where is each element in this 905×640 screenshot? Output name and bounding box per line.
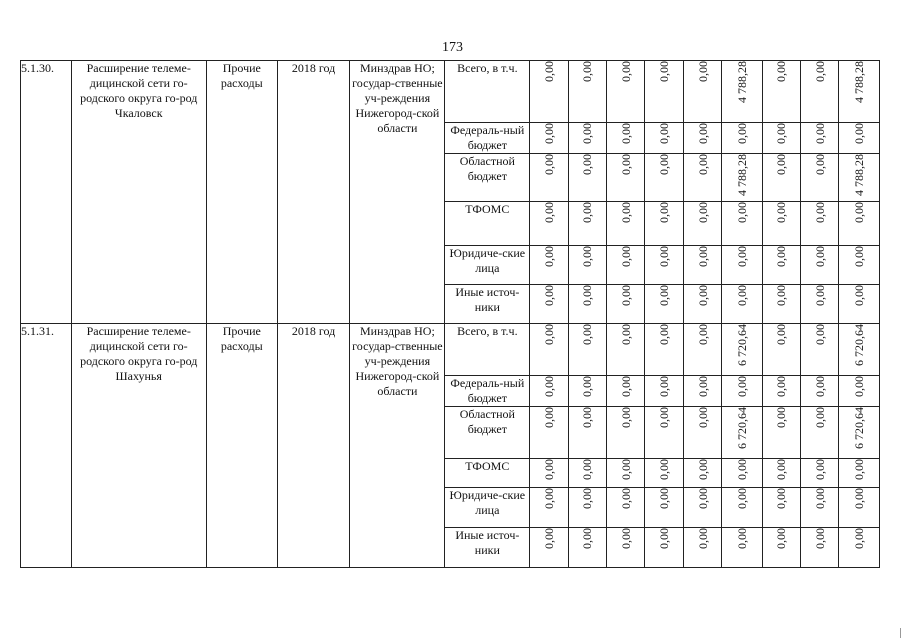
amount-value: 0,00	[852, 459, 867, 480]
amount-cell	[762, 123, 800, 154]
amount-value: 0,00	[734, 488, 749, 509]
table-row	[21, 324, 880, 376]
amount-cell	[530, 154, 568, 202]
amount-cell	[607, 528, 645, 568]
amount-cell	[607, 488, 645, 528]
funding-source: Областной бюджет	[445, 407, 530, 459]
amount-value: 0,00	[774, 246, 789, 267]
amount-value: 0,00	[657, 324, 672, 345]
amount-cell	[530, 459, 568, 488]
funding-source: Федераль-ный бюджет	[445, 376, 530, 407]
amount-cell	[762, 459, 800, 488]
amount-cell	[568, 154, 606, 202]
amount-cell	[607, 459, 645, 488]
amount-value: 0,00	[774, 324, 789, 345]
scan-edge-mark	[900, 628, 901, 638]
amount-value: 0,00	[774, 285, 789, 306]
amount-cell	[839, 285, 880, 324]
amount-value: 0,00	[695, 202, 710, 223]
amount-cell	[722, 202, 762, 246]
amount-value: 0,00	[618, 202, 633, 223]
amount-value: 4 788,28	[734, 154, 749, 196]
amount-cell	[607, 246, 645, 285]
amount-cell	[568, 61, 606, 123]
amount-cell	[801, 246, 839, 285]
amount-value: 0,00	[618, 528, 633, 549]
amount-value: 0,00	[852, 246, 867, 267]
amount-value: 0,00	[541, 528, 556, 549]
funding-source: Иные источ-ники	[445, 528, 530, 568]
amount-cell	[568, 407, 606, 459]
amount-value: 0,00	[657, 123, 672, 144]
budget-table	[20, 60, 880, 568]
amount-value: 0,00	[812, 528, 827, 549]
executor: Минздрав НО; государ-ственные уч-реждения Нижегород-ской области	[350, 61, 445, 324]
amount-value: 0,00	[695, 324, 710, 345]
expense-type: Прочие расходы	[206, 61, 277, 324]
amount-cell	[801, 459, 839, 488]
amount-value: 0,00	[657, 154, 672, 175]
amount-value: 0,00	[541, 61, 556, 82]
amount-value: 0,00	[774, 376, 789, 397]
amount-value: 6 720,64	[852, 407, 867, 449]
amount-cell	[762, 324, 800, 376]
amount-cell	[839, 123, 880, 154]
amount-value: 0,00	[852, 123, 867, 144]
amount-cell	[645, 202, 683, 246]
amount-cell	[568, 376, 606, 407]
amount-value: 0,00	[541, 407, 556, 428]
amount-cell	[607, 202, 645, 246]
expense-type: Прочие расходы	[206, 324, 277, 568]
amount-value: 0,00	[852, 285, 867, 306]
item-number: 5.1.30.	[21, 61, 72, 324]
amount-cell	[530, 123, 568, 154]
amount-cell	[839, 376, 880, 407]
amount-cell	[722, 123, 762, 154]
amount-value: 0,00	[657, 459, 672, 480]
amount-cell	[568, 202, 606, 246]
amount-cell	[839, 202, 880, 246]
amount-value: 6 720,64	[734, 324, 749, 366]
amount-value: 0,00	[657, 246, 672, 267]
amount-value: 0,00	[657, 376, 672, 397]
amount-value: 0,00	[774, 528, 789, 549]
amount-value: 0,00	[812, 376, 827, 397]
amount-value: 0,00	[812, 154, 827, 175]
amount-cell	[839, 61, 880, 123]
amount-cell	[530, 61, 568, 123]
amount-value: 0,00	[580, 407, 595, 428]
amount-value: 0,00	[695, 528, 710, 549]
amount-value: 0,00	[541, 285, 556, 306]
amount-cell	[645, 246, 683, 285]
amount-value: 0,00	[774, 488, 789, 509]
amount-cell	[801, 407, 839, 459]
amount-cell	[839, 324, 880, 376]
amount-value: 0,00	[580, 459, 595, 480]
amount-value: 0,00	[618, 407, 633, 428]
funding-source: Всего, в т.ч.	[445, 61, 530, 123]
amount-value: 0,00	[734, 528, 749, 549]
amount-value: 0,00	[618, 459, 633, 480]
amount-value: 0,00	[580, 202, 595, 223]
amount-value: 0,00	[541, 246, 556, 267]
amount-cell	[607, 154, 645, 202]
amount-cell	[801, 285, 839, 324]
item-number: 5.1.31.	[21, 324, 72, 568]
amount-value: 0,00	[812, 61, 827, 82]
amount-cell	[683, 285, 721, 324]
amount-cell	[722, 285, 762, 324]
amount-value: 0,00	[618, 246, 633, 267]
amount-cell	[568, 285, 606, 324]
amount-cell	[607, 376, 645, 407]
amount-value: 0,00	[695, 246, 710, 267]
amount-cell	[645, 285, 683, 324]
amount-cell	[683, 488, 721, 528]
amount-cell	[762, 528, 800, 568]
amount-value: 0,00	[774, 407, 789, 428]
amount-cell	[839, 246, 880, 285]
amount-value: 0,00	[695, 285, 710, 306]
amount-cell	[607, 285, 645, 324]
amount-cell	[607, 407, 645, 459]
amount-cell	[530, 376, 568, 407]
amount-value: 0,00	[774, 202, 789, 223]
amount-value: 0,00	[852, 488, 867, 509]
funding-source: Областной бюджет	[445, 154, 530, 202]
amount-value: 0,00	[695, 154, 710, 175]
amount-value: 0,00	[580, 246, 595, 267]
amount-value: 0,00	[541, 459, 556, 480]
amount-cell	[683, 202, 721, 246]
amount-value: 0,00	[734, 246, 749, 267]
amount-value: 0,00	[657, 202, 672, 223]
amount-cell	[839, 154, 880, 202]
amount-cell	[722, 459, 762, 488]
amount-cell	[645, 488, 683, 528]
amount-cell	[683, 459, 721, 488]
amount-cell	[839, 459, 880, 488]
amount-value: 0,00	[580, 528, 595, 549]
executor: Минздрав НО; государ-ственные уч-реждения Нижегород-ской области	[350, 324, 445, 568]
amount-cell	[568, 246, 606, 285]
amount-cell	[645, 528, 683, 568]
amount-cell	[801, 202, 839, 246]
amount-value: 0,00	[812, 285, 827, 306]
amount-cell	[839, 407, 880, 459]
amount-cell	[801, 123, 839, 154]
funding-source: Всего, в т.ч.	[445, 324, 530, 376]
amount-cell	[762, 246, 800, 285]
amount-cell	[530, 285, 568, 324]
amount-value: 0,00	[812, 324, 827, 345]
amount-cell	[722, 488, 762, 528]
amount-value: 0,00	[580, 123, 595, 144]
page-number: 173	[442, 40, 463, 55]
amount-value: 0,00	[657, 285, 672, 306]
amount-cell	[645, 324, 683, 376]
amount-value: 0,00	[734, 376, 749, 397]
amount-cell	[530, 246, 568, 285]
amount-value: 0,00	[852, 376, 867, 397]
year: 2018 год	[277, 61, 350, 324]
amount-value: 0,00	[812, 123, 827, 144]
amount-value: 0,00	[734, 202, 749, 223]
amount-value: 6 720,64	[734, 407, 749, 449]
amount-value: 4 788,28	[852, 61, 867, 103]
amount-value: 0,00	[657, 407, 672, 428]
amount-value: 0,00	[541, 202, 556, 223]
amount-cell	[645, 123, 683, 154]
amount-cell	[683, 528, 721, 568]
amount-value: 0,00	[618, 123, 633, 144]
amount-value: 0,00	[541, 123, 556, 144]
table-row	[21, 61, 880, 123]
funding-source: Юридиче-ские лица	[445, 246, 530, 285]
amount-value: 0,00	[541, 376, 556, 397]
amount-cell	[762, 407, 800, 459]
amount-value: 0,00	[734, 285, 749, 306]
amount-value: 0,00	[774, 61, 789, 82]
amount-cell	[530, 324, 568, 376]
amount-cell	[683, 246, 721, 285]
amount-cell	[530, 407, 568, 459]
amount-value: 4 788,28	[734, 61, 749, 103]
year: 2018 год	[277, 324, 350, 568]
amount-value: 0,00	[541, 154, 556, 175]
amount-value: 0,00	[774, 123, 789, 144]
amount-cell	[722, 528, 762, 568]
amount-value: 0,00	[618, 61, 633, 82]
amount-value: 0,00	[852, 202, 867, 223]
amount-value: 0,00	[695, 488, 710, 509]
amount-cell	[801, 376, 839, 407]
amount-cell	[607, 61, 645, 123]
amount-cell	[722, 407, 762, 459]
amount-cell	[801, 154, 839, 202]
amount-value: 0,00	[812, 488, 827, 509]
amount-cell	[801, 488, 839, 528]
amount-value: 0,00	[618, 285, 633, 306]
amount-cell	[645, 154, 683, 202]
amount-value: 0,00	[695, 459, 710, 480]
amount-cell	[762, 202, 800, 246]
amount-cell	[607, 324, 645, 376]
amount-value: 0,00	[812, 202, 827, 223]
amount-value: 0,00	[580, 376, 595, 397]
amount-value: 0,00	[580, 285, 595, 306]
amount-cell	[683, 376, 721, 407]
amount-value: 0,00	[695, 376, 710, 397]
amount-value: 0,00	[774, 459, 789, 480]
amount-cell	[683, 324, 721, 376]
amount-value: 0,00	[580, 61, 595, 82]
funding-source: Юридиче-ские лица	[445, 488, 530, 528]
amount-cell	[839, 528, 880, 568]
amount-value: 0,00	[541, 324, 556, 345]
amount-value: 0,00	[852, 528, 867, 549]
amount-value: 0,00	[812, 407, 827, 428]
amount-cell	[762, 376, 800, 407]
amount-cell	[645, 61, 683, 123]
amount-cell	[568, 123, 606, 154]
amount-cell	[645, 459, 683, 488]
amount-cell	[762, 61, 800, 123]
amount-value: 0,00	[657, 61, 672, 82]
amount-cell	[607, 123, 645, 154]
item-name: Расширение телеме-дицинской сети го-родского округа го-род Чкаловск	[71, 61, 206, 324]
amount-cell	[530, 202, 568, 246]
amount-cell	[762, 285, 800, 324]
amount-cell	[722, 246, 762, 285]
amount-value: 0,00	[695, 123, 710, 144]
amount-cell	[530, 528, 568, 568]
amount-cell	[801, 528, 839, 568]
amount-value: 0,00	[541, 488, 556, 509]
amount-cell	[801, 324, 839, 376]
amount-value: 0,00	[618, 488, 633, 509]
amount-value: 0,00	[695, 61, 710, 82]
amount-value: 0,00	[695, 407, 710, 428]
amount-cell	[645, 376, 683, 407]
amount-value: 0,00	[657, 488, 672, 509]
amount-cell	[683, 61, 721, 123]
amount-cell	[762, 488, 800, 528]
amount-cell	[683, 154, 721, 202]
amount-value: 0,00	[618, 324, 633, 345]
funding-source: Федераль-ный бюджет	[445, 123, 530, 154]
amount-value: 0,00	[618, 376, 633, 397]
funding-source: Иные источ-ники	[445, 285, 530, 324]
amount-value: 0,00	[580, 488, 595, 509]
amount-cell	[568, 324, 606, 376]
amount-cell	[839, 488, 880, 528]
amount-value: 6 720,64	[852, 324, 867, 366]
amount-cell	[722, 154, 762, 202]
amount-value: 0,00	[734, 123, 749, 144]
amount-value: 0,00	[734, 459, 749, 480]
amount-cell	[801, 61, 839, 123]
amount-cell	[762, 154, 800, 202]
funding-source: ТФОМС	[445, 459, 530, 488]
amount-cell	[722, 324, 762, 376]
amount-cell	[568, 528, 606, 568]
amount-value: 0,00	[580, 324, 595, 345]
item-name: Расширение телеме-дицинской сети го-родского округа го-род Шахунья	[71, 324, 206, 568]
amount-cell	[568, 488, 606, 528]
amount-value: 4 788,28	[852, 154, 867, 196]
amount-cell	[683, 123, 721, 154]
amount-value: 0,00	[774, 154, 789, 175]
amount-cell	[722, 376, 762, 407]
amount-cell	[530, 488, 568, 528]
amount-cell	[568, 459, 606, 488]
amount-cell	[722, 61, 762, 123]
amount-cell	[645, 407, 683, 459]
amount-value: 0,00	[618, 154, 633, 175]
amount-value: 0,00	[657, 528, 672, 549]
funding-source: ТФОМС	[445, 202, 530, 246]
amount-value: 0,00	[812, 459, 827, 480]
amount-value: 0,00	[812, 246, 827, 267]
amount-value: 0,00	[580, 154, 595, 175]
amount-cell	[683, 407, 721, 459]
